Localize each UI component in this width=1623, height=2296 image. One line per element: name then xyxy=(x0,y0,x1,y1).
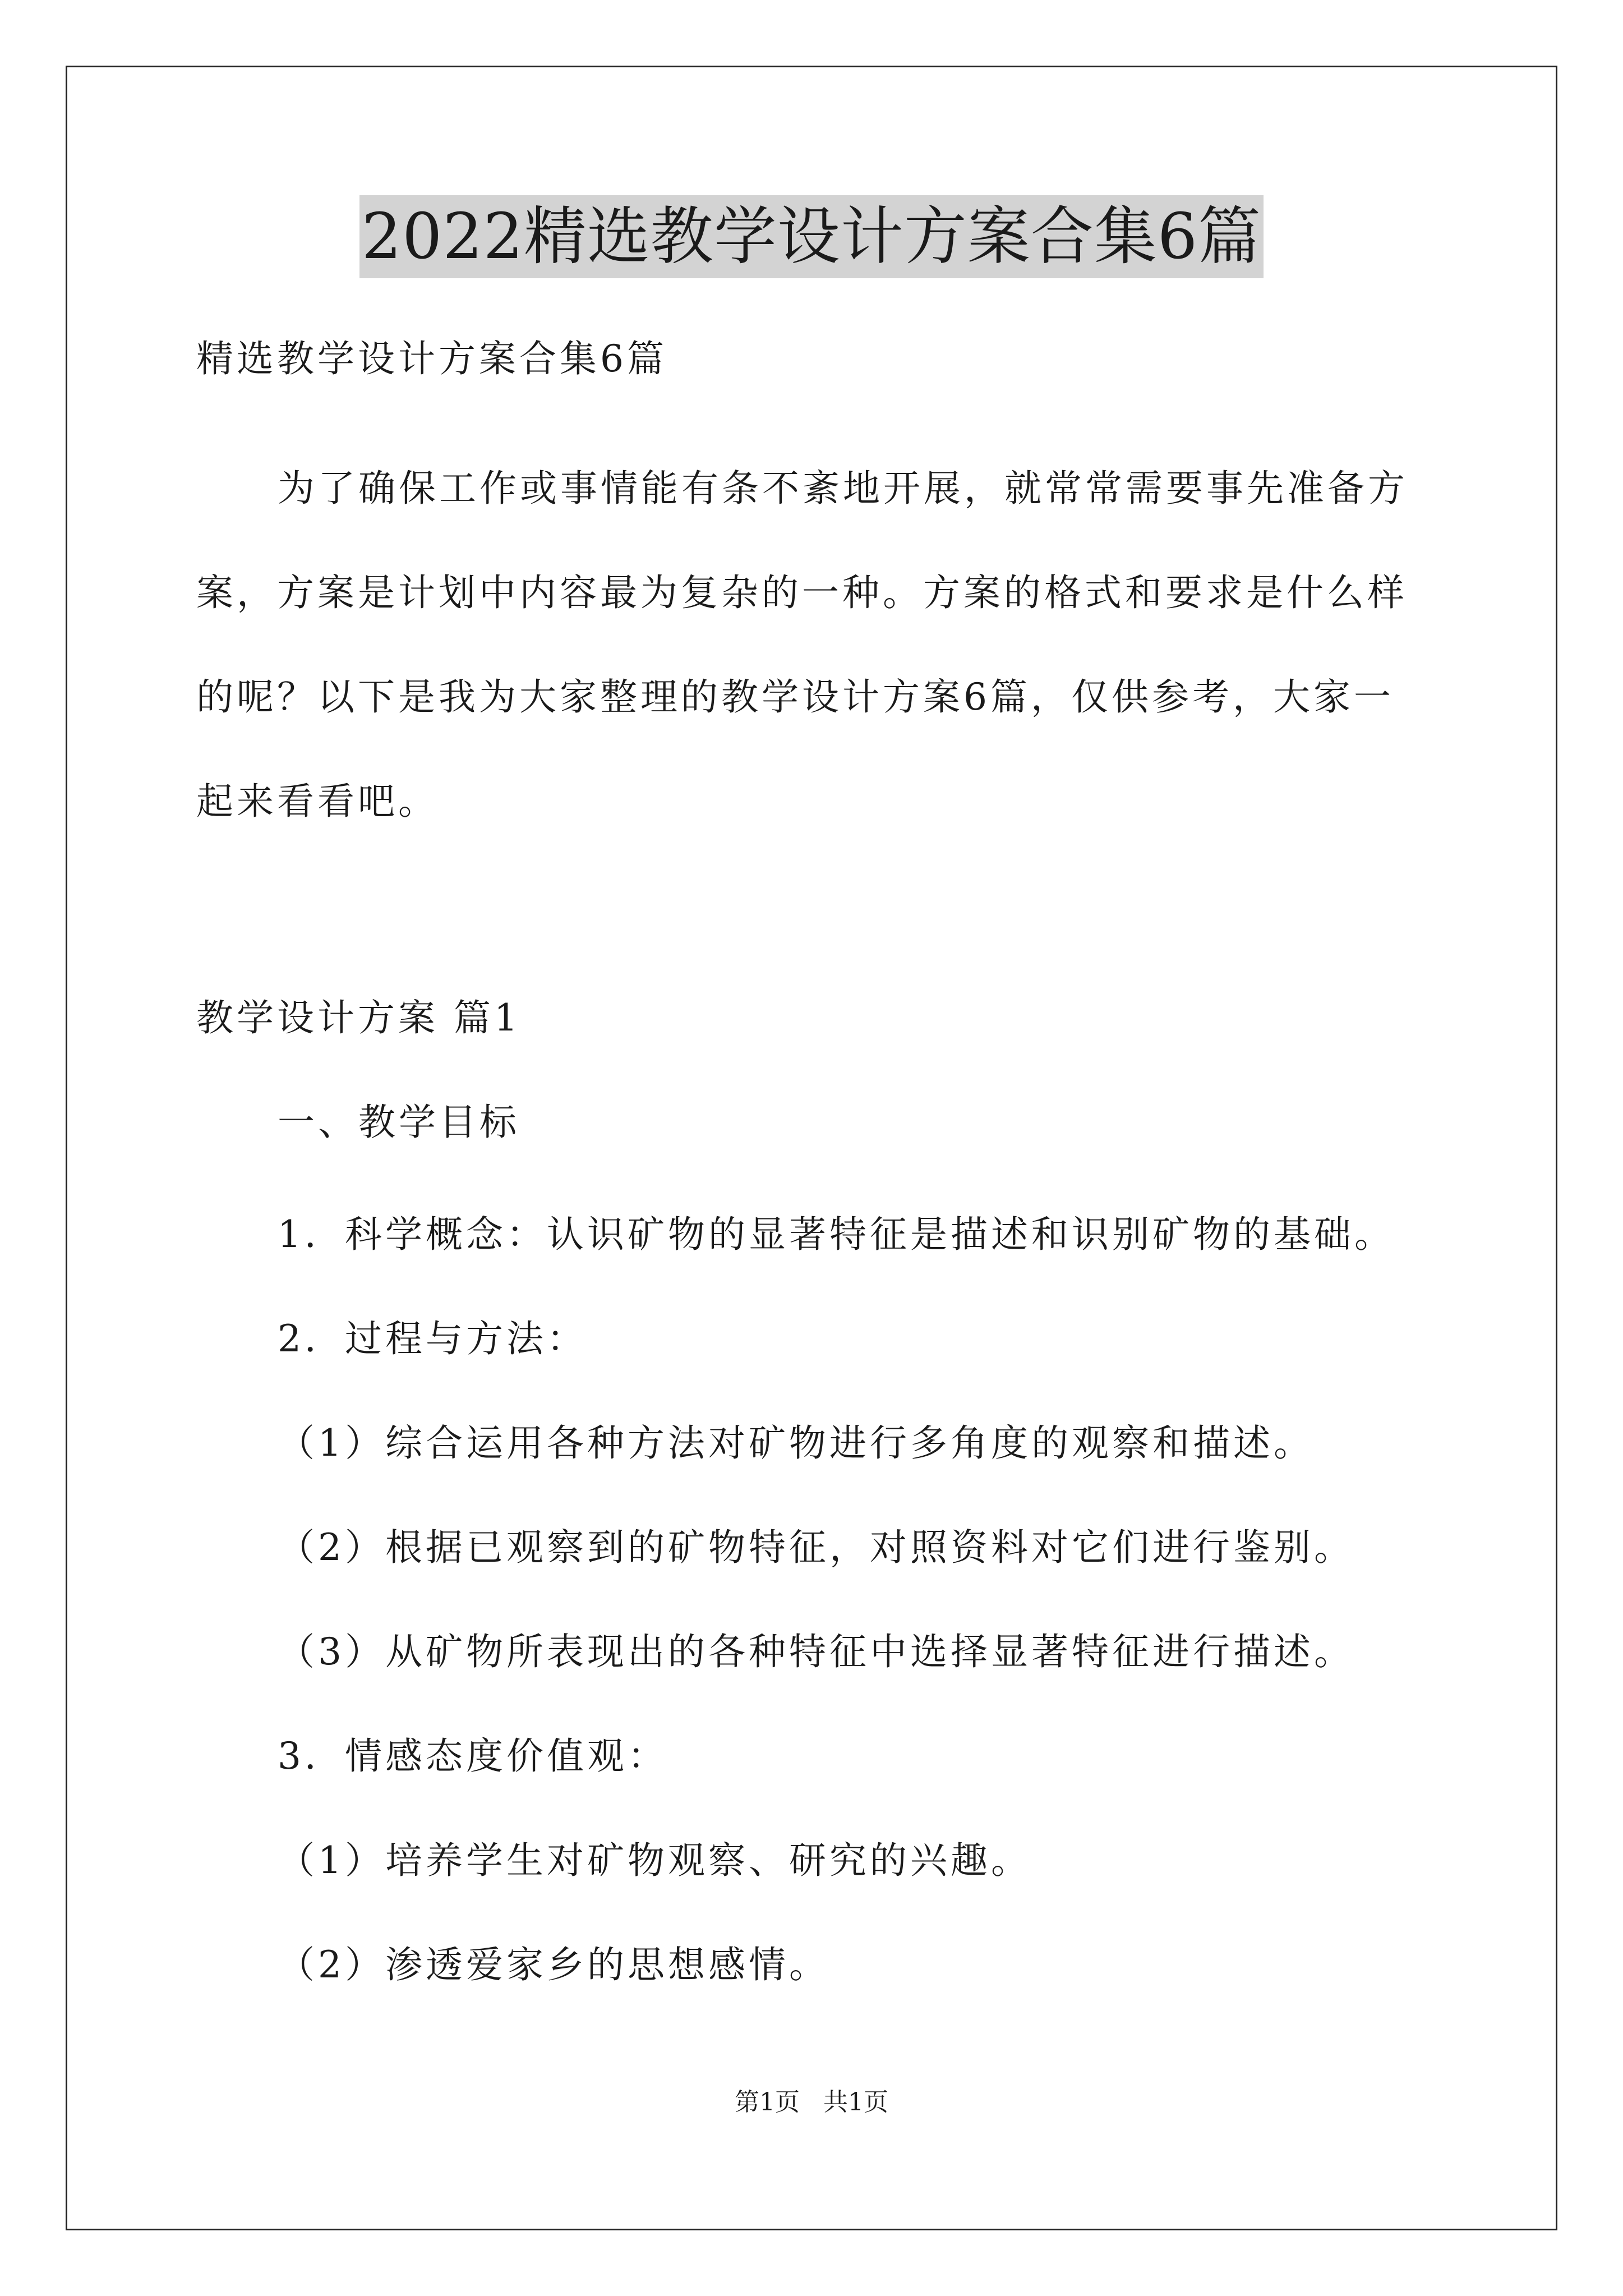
intro-line-4: 起来看看吧。 xyxy=(196,780,439,823)
list-item: （1）综合运用各种方法对矿物进行多角度的观察和描述。 xyxy=(278,1421,1314,1465)
subtitle: 精选教学设计方案合集6篇 xyxy=(196,337,667,380)
list-item: 3．情感态度价值观： xyxy=(278,1734,668,1778)
intro-line-1: 为了确保工作或事情能有条不紊地开展，就常常需要事先准备方 xyxy=(278,467,1408,510)
page-footer: 第1页 共1页 xyxy=(735,2088,888,2116)
document-title: 2022精选教学设计方案合集6篇 xyxy=(359,195,1264,278)
title-container xyxy=(0,195,1623,278)
list-item: （2）根据已观察到的矿物特征，对照资料对它们进行鉴别。 xyxy=(278,1526,1354,1569)
objectives-heading: 一、教学目标 xyxy=(278,1101,520,1144)
list-item: （2）渗透爱家乡的思想感情。 xyxy=(278,1943,829,1986)
intro-line-3: 的呢？以下是我为大家整理的教学设计方案6篇，仅供参考，大家一 xyxy=(196,675,1394,719)
list-item: 1．科学概念：认识矿物的显著特征是描述和识别矿物的基础。 xyxy=(278,1213,1395,1256)
section-heading: 教学设计方案 篇1 xyxy=(196,996,521,1039)
list-item: （3）从矿物所表现出的各种特征中选择显著特征进行描述。 xyxy=(278,1630,1354,1673)
intro-line-2: 案，方案是计划中内容最为复杂的一种。方案的格式和要求是什么样 xyxy=(196,571,1408,614)
list-item: 2．过程与方法： xyxy=(278,1317,587,1360)
list-item: （1）培养学生对矿物观察、研究的兴趣。 xyxy=(278,1839,1031,1882)
page-border xyxy=(66,66,1557,2230)
